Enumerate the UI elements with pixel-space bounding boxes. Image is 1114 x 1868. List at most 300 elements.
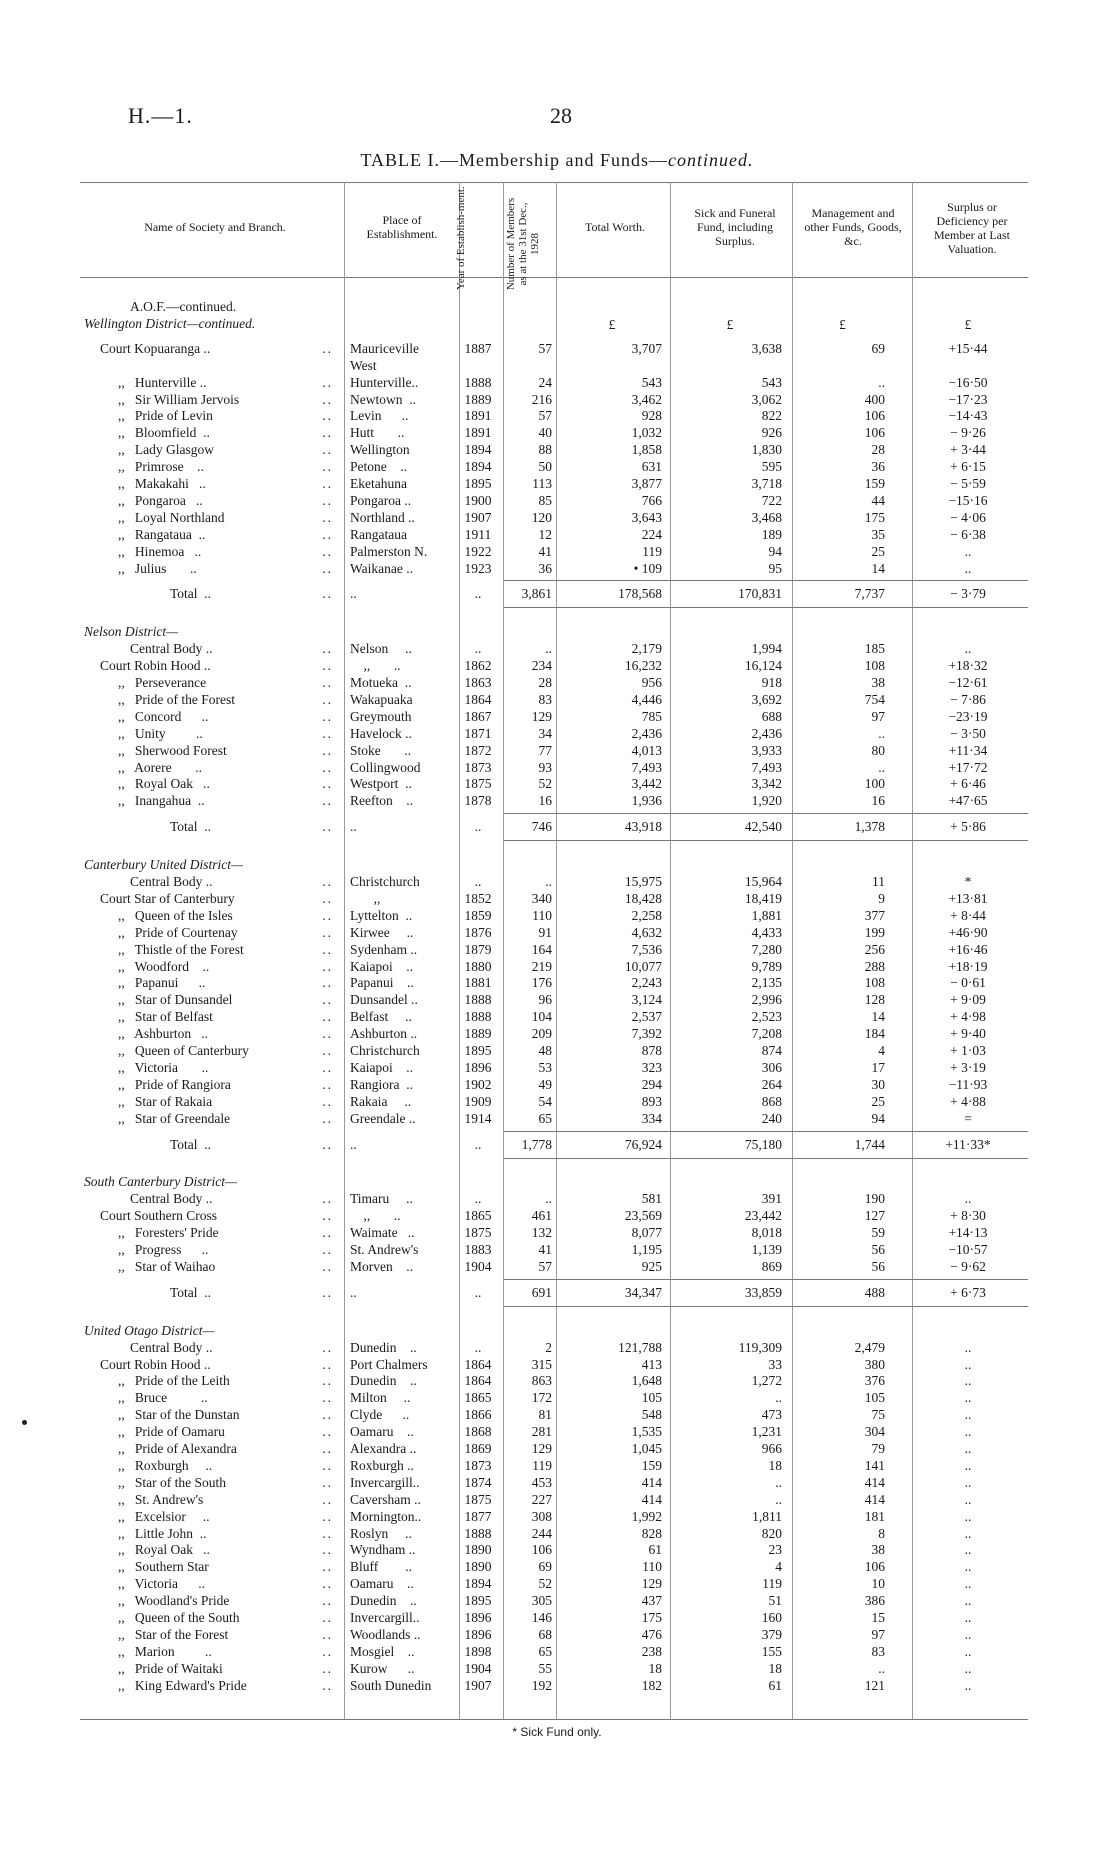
table-row [0,708,1114,725]
cell-mem: 36 [538,560,552,576]
table-row [0,407,1114,424]
cell-dots: .. [322,340,333,356]
cell-year: 1902 [464,1076,492,1092]
cell-place: Kaiapoi .. [350,1059,413,1075]
cell-name: ,, Julius .. [118,560,197,576]
cell-worth: 334 [641,1110,662,1126]
cell-worth: 414 [641,1474,662,1490]
cell-worth: 323 [641,1059,662,1075]
cell-year: 1891 [464,425,492,441]
table-row [0,1592,1114,1609]
cell-place: Oamaru .. [350,1576,414,1592]
cell-name: Central Body .. [130,1191,213,1207]
cell-surp: .. [964,1356,972,1372]
cell-sick: 688 [761,708,782,724]
cell-mem: 54 [538,1093,552,1109]
cell-year: 1873 [464,759,492,775]
cell-name: ,, Star of Dunsandel [118,992,233,1008]
table-top-rule [80,182,1028,183]
total-rule [504,1158,1028,1159]
cell-mem: 305 [531,1593,552,1609]
cell-surp: * [964,874,972,889]
cell-mem: 69 [538,1559,552,1575]
cell-place: .. [350,819,357,835]
cell-mgmt: 414 [864,1474,885,1490]
cell-year: 1889 [464,1026,492,1042]
cell-dots: .. [322,1225,333,1241]
cell-sick: 4,433 [751,924,782,940]
cell-year: 1866 [464,1407,492,1423]
cell-mem: 12 [538,526,552,542]
table-row [0,873,1114,890]
cell-sick: 473 [761,1407,782,1423]
cell-year: 1894 [464,459,492,475]
cell-place: Bluff .. [350,1559,413,1575]
cell-mgmt: 69 [871,340,885,356]
cell-place: .. [350,586,357,602]
cell-surp: − 6·38 [950,526,986,542]
cell-mgmt: 15 [871,1610,885,1625]
table-row [0,509,1114,526]
cell-dots: .. [322,1559,333,1575]
cell-worth: 238 [641,1643,662,1659]
cell-mem: 119 [532,1457,552,1473]
section-heading [0,1173,1114,1190]
table-row [0,1626,1114,1643]
cell-name: ,, Royal Oak .. [118,1542,210,1558]
cell-surp: −12·61 [948,675,988,690]
cell-name: ,, Foresters' Pride [118,1225,219,1241]
cell-worth: 129 [641,1576,662,1592]
cell-surp: + 6·15 [950,459,986,475]
table-row [0,691,1114,708]
cell-sick: 61 [768,1677,782,1693]
cell-mgmt: 127 [864,1208,885,1224]
cell-mem: 50 [538,459,552,475]
cell-sick: 16,124 [744,658,782,674]
cell-dots: .. [322,1441,333,1456]
cell-name: ,, Loyal Northland [118,509,225,525]
page-number: 28 [550,103,572,128]
cell-mgmt: 14 [871,1009,885,1025]
table-row [0,1558,1114,1575]
cell-year: 1881 [464,975,492,991]
cell-surp: + 9·09 [950,992,986,1008]
cell-year: 1914 [464,1110,492,1126]
cell-worth: 18 [648,1660,662,1676]
cell-worth: 2,179 [631,641,662,657]
cell-name: ,, Queen of the South [118,1610,240,1625]
cell-mgmt: 1,744 [854,1136,885,1152]
cell-sick: 1,830 [751,442,782,458]
cell-year: 1875 [464,1225,492,1241]
cell-dots: .. [322,1110,333,1126]
cell-year: 1891 [464,408,492,424]
cell-worth: 3,462 [631,391,662,407]
cell-place: Invercargill.. [350,1610,420,1625]
cell-worth: 1,045 [631,1441,662,1456]
cell-place: Stoke .. [350,742,412,758]
cell-mgmt: 377 [864,907,885,923]
cell-mgmt: 44 [871,492,885,508]
cell-mem: 746 [531,819,552,835]
cell-mgmt: 25 [871,543,885,559]
table-row [0,792,1114,809]
cell-dots: .. [322,1525,333,1541]
cell-surp: + 8·44 [950,907,986,923]
cell-dots: .. [322,526,333,542]
cell-surp: .. [964,1559,972,1575]
cell-surp: +18·19 [948,958,988,974]
cell-year: 1890 [464,1542,492,1558]
cell-place: West [350,357,377,373]
cell-year: 1895 [464,1593,492,1609]
cell-worth: 893 [641,1093,662,1109]
cell-mem: 52 [538,1576,552,1592]
cell-name: Total .. [170,1284,212,1300]
cell-mgmt: 94 [871,1110,885,1126]
cell-name: Total .. [170,819,212,835]
cell-year: 1869 [464,1441,492,1456]
cell-name: ,, Excelsior .. [118,1508,210,1524]
cell-worth: 548 [641,1407,662,1423]
cell-worth: 581 [641,1191,662,1207]
cell-mgmt: 108 [864,975,885,991]
cell-mgmt: 97 [871,708,885,724]
cell-place: Kaiapoi .. [350,958,413,974]
cell-mgmt: 30 [871,1076,885,1092]
cell-worth: 1,195 [631,1242,662,1257]
cell-name: ,, Marion .. [118,1643,212,1659]
cell-place: Mauriceville [350,340,419,356]
table-row [0,1076,1114,1093]
cell-sick: 3,718 [751,476,782,491]
cell-name: ,, Unity .. [118,725,203,741]
cell-surp: .. [964,1390,972,1406]
cell-surp: − 3·50 [950,725,986,741]
pound-sign: £ [726,316,734,332]
cell-mgmt: 38 [871,1542,885,1558]
cell-name: Central Body .. [130,1339,213,1355]
cell-name: ,, Little John .. [118,1525,207,1541]
cell-sick: 1,811 [752,1508,782,1524]
cell-surp: .. [964,1643,972,1659]
cell-mem: 49 [538,1076,552,1092]
cell-year: 1864 [464,691,492,707]
table-row [0,1609,1114,1626]
cell-dots: .. [322,391,333,407]
cell-worth: 3,643 [631,509,662,525]
cell-mem: 219 [531,958,552,974]
cell-surp: + 4·98 [950,1009,986,1025]
table-row [0,374,1114,391]
cell-sick: .. [775,1491,782,1507]
cell-dots: .. [322,1491,333,1507]
cell-sick: 3,692 [751,691,782,707]
cell-place: Sydenham .. [350,941,418,957]
cell-sick: 170,831 [738,586,782,602]
total-rule [504,607,1028,608]
cell-mem: 85 [538,492,552,508]
table-row [0,1093,1114,1110]
cell-mem: 176 [531,975,552,991]
cell-name: ,, Woodland's Pride [118,1593,230,1609]
cell-surp: −10·57 [948,1242,988,1257]
cell-worth: 175 [641,1610,662,1625]
cell-name: ,, Pride of the Leith [118,1373,230,1389]
table-row [0,424,1114,441]
cell-place: Rangataua [350,526,407,542]
cell-dots: .. [322,793,333,809]
cell-dots: .. [322,1542,333,1558]
cell-dots: .. [322,675,333,690]
cell-dots: .. [322,958,333,974]
cell-year: 1873 [464,1457,492,1473]
cell-year: 1896 [464,1626,492,1642]
cell-place: Milton .. [350,1390,411,1406]
table-row [0,1224,1114,1241]
cell-year: 1864 [464,1356,492,1372]
cell-mgmt: .. [878,374,885,390]
cell-sick: 874 [761,1043,782,1058]
cell-sick: 543 [761,374,782,390]
col-header-surplus: Surplus or Deficiency per Member at Last Valuation. [934,200,1010,256]
cell-worth: 956 [641,675,662,690]
cell-place: .. [350,1284,357,1300]
cell-sick: 1,881 [751,907,782,923]
pound-sign: £ [964,316,972,332]
cell-mem: 88 [538,442,552,458]
cell-mgmt: .. [878,725,885,741]
cell-mem: 106 [531,1542,552,1558]
cell-place: Wellington [350,442,410,458]
cell-year: 1878 [464,793,492,809]
cell-dots: .. [322,1339,333,1355]
cell-surp: −15·16 [948,492,988,508]
cell-name: ,, Star of the Dunstan [118,1407,240,1423]
cell-name: South Canterbury District— [84,1174,238,1190]
cell-dots: .. [322,1677,333,1693]
cell-surp: .. [964,1424,972,1440]
cell-place: Dunsandel .. [350,992,418,1008]
cell-sick: 119 [762,1576,782,1592]
cell-dots: .. [322,641,333,657]
table-row [0,357,1114,374]
cell-surp: = [964,1110,972,1126]
document-code: H.—1. [128,103,193,128]
cell-surp: .. [964,1407,972,1423]
cell-place: Petone .. [350,459,407,475]
cell-sick: 1,994 [751,641,782,657]
cell-dots: .. [322,1373,333,1389]
cell-mgmt: 106 [864,1559,885,1575]
table-row [0,391,1114,408]
cell-mgmt: 181 [864,1508,885,1524]
table-row [0,1643,1114,1660]
cell-surp: − 5·59 [950,476,986,491]
cell-dots: .. [322,941,333,957]
cell-year: 1895 [464,476,492,491]
cell-dots: .. [322,1593,333,1609]
cell-year: 1888 [464,1009,492,1025]
cell-mem: 461 [531,1208,552,1224]
cell-worth: 61 [648,1542,662,1558]
cell-mgmt: 36 [871,459,885,475]
cell-year: 1864 [464,1373,492,1389]
cell-worth: 2,436 [631,725,662,741]
cell-mgmt: 108 [864,658,885,674]
cell-surp: −14·43 [948,408,988,424]
total-row [0,1284,1114,1301]
cell-name: ,, Pride of Courtenay [118,924,238,940]
cell-name: ,, King Edward's Pride [118,1677,247,1693]
cell-sick: 23,442 [744,1208,782,1224]
cell-mgmt: 754 [864,691,885,707]
cell-mem: 146 [531,1610,552,1625]
cell-sick: .. [775,1474,782,1490]
cell-surp: .. [964,1610,972,1625]
cell-year: 1852 [464,890,492,906]
cell-name: ,, Aorere .. [118,759,202,775]
cell-name: ,, Woodford .. [118,958,210,974]
cell-mgmt: 75 [871,1407,885,1423]
cell-sick: 240 [761,1110,782,1126]
cell-surp: + 3·44 [950,442,986,458]
cell-place: Papanui .. [350,975,414,991]
cell-dots: .. [322,975,333,991]
cell-mgmt: 184 [864,1026,885,1042]
table-row [0,941,1114,958]
cell-place: Northland .. [350,509,415,525]
table-row [0,640,1114,657]
cell-name: ,, Perseverance [118,675,207,690]
table-row [0,1491,1114,1508]
total-rule [504,580,1028,581]
cell-place: Invercargill.. [350,1474,420,1490]
cell-dots: .. [322,1026,333,1042]
cell-dots: .. [322,759,333,775]
cell-mem: 16 [538,793,552,809]
cell-place: Roslyn .. [350,1525,412,1541]
cell-worth: 294 [641,1076,662,1092]
cell-worth: 7,493 [631,759,662,775]
cell-surp: .. [964,543,972,559]
cell-dots: .. [322,425,333,441]
cell-mem: 192 [531,1677,552,1693]
cell-dots: .. [322,742,333,758]
cell-name: ,, Pride of Alexandra [118,1441,237,1456]
pound-sign: £ [839,316,846,332]
cell-sick: 18 [768,1457,782,1473]
cell-mgmt: 106 [864,425,885,441]
cell-mgmt: .. [878,1660,885,1676]
table-row [0,991,1114,1008]
cell-mem: 120 [531,509,552,525]
cell-year: 1867 [464,708,492,724]
cell-sick: 160 [761,1610,782,1625]
cell-mgmt: 7,737 [854,586,885,602]
cell-dots: .. [322,1390,333,1406]
cell-year: 1900 [464,492,492,508]
cell-dots: .. [322,907,333,923]
cell-mem: 40 [538,425,552,441]
cell-dots: .. [322,1660,333,1676]
table-row [0,907,1114,924]
cell-worth: 178,568 [618,586,662,602]
cell-name: ,, Thistle of the Forest [118,941,244,957]
table-row [0,526,1114,543]
cell-mem: 93 [538,759,552,775]
cell-name: Central Body .. [130,641,213,657]
cell-name: ,, Makakahi .. [118,476,206,491]
cell-mgmt: 256 [864,941,885,957]
cell-place: Waimate .. [350,1225,415,1241]
cell-year: 1911 [464,526,492,542]
cell-year: .. [474,1339,482,1355]
table-row [0,958,1114,975]
cell-mgmt: 14 [871,560,885,576]
cell-name: ,, Concord .. [118,708,209,724]
table-row [0,890,1114,907]
cell-year: 1888 [464,374,492,390]
cell-name: ,, Hinemoa .. [118,543,202,559]
cell-dots: .. [322,1407,333,1423]
cell-sick: 2,996 [751,992,782,1008]
cell-worth: 43,918 [624,819,662,835]
cell-year: 1872 [464,742,492,758]
cell-place: Ashburton .. [350,1026,418,1042]
cell-mgmt: 106 [864,408,885,424]
cell-name: ,, Queen of Canterbury [118,1043,249,1058]
cell-place: Collingwood [350,759,421,775]
cell-worth: 2,243 [631,975,662,991]
cell-name: ,, Victoria .. [118,1059,209,1075]
cell-place: Levin .. [350,408,409,424]
cell-worth: 2,537 [631,1009,662,1025]
cell-place: Havelock .. [350,725,412,741]
cell-mgmt: 100 [864,776,885,792]
cell-sick: 18,419 [744,890,782,906]
cell-year: 1922 [464,543,492,559]
cell-mem: 83 [538,691,552,707]
cell-place: .. [350,1136,357,1152]
cell-sick: 868 [761,1093,782,1109]
cell-dots: .. [322,691,333,707]
cell-mem: 48 [538,1043,552,1058]
cell-mgmt: 376 [864,1373,885,1389]
cell-name: ,, Primrose .. [118,459,204,475]
cell-surp: .. [964,1339,972,1355]
cell-sick: 722 [761,492,782,508]
cell-mem: 281 [531,1424,552,1440]
total-rule [504,840,1028,841]
cell-mem: .. [545,641,552,657]
cell-mem: 691 [531,1284,552,1300]
table-row [0,475,1114,492]
cell-worth: 631 [641,459,662,475]
cell-sick: 7,493 [751,759,782,775]
cell-name: ,, Hunterville .. [118,374,207,390]
cell-mgmt: 8 [878,1525,885,1541]
cell-name: Central Body .. [130,874,213,889]
cell-mgmt: 400 [864,391,885,407]
cell-year: 1904 [464,1660,492,1676]
table-row [0,1406,1114,1423]
total-rule [504,1306,1028,1307]
cell-mgmt: 304 [864,1424,885,1440]
cell-dots: .. [322,819,333,835]
table-row [0,1525,1114,1542]
